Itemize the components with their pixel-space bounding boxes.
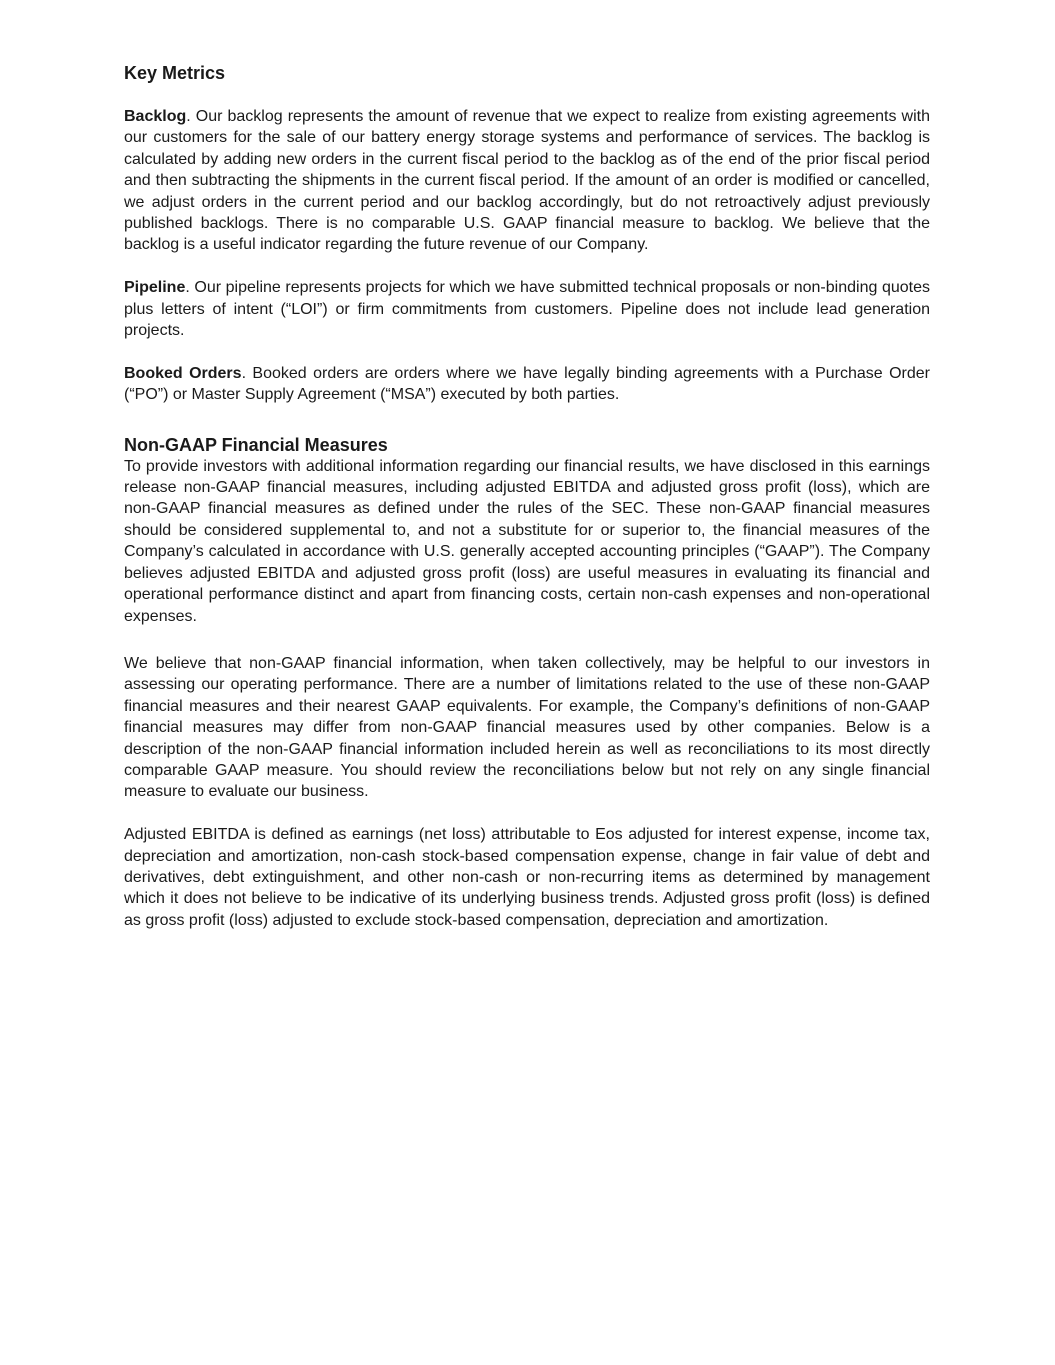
pipeline-term: Pipeline (124, 279, 186, 297)
key-metrics-heading: Key Metrics (124, 63, 226, 83)
pipeline-text: . Our pipeline represents projects for which we have submitted technical proposals or non-binding quotes plus letters of intent (“LOI”) or firm commitments from customers. Pipeline does not include lead generation projects. (124, 279, 930, 340)
backlog-paragraph (124, 106, 930, 256)
document-page (124, 60, 930, 931)
pipeline-paragraph (124, 277, 930, 341)
booked-orders-term: Booked Orders (124, 364, 242, 382)
non-gaap-paragraph-3: Adjusted EBITDA is defined as earnings (net loss) attributable to Eos adjusted for interest expense, income tax, depreciation and amortization, non-cash stock-based compensation expense, change in fair value of debt and derivatives, debt extinguishment, and other non-cash or non-recurring items as determined by management which it does not believe to be indicative of its underlying business trends. Adjusted gross profit (loss) is defined as gross profit (loss) adjusted to exclude stock-based compensation, depreciation and amortization. (124, 826, 930, 929)
non-gaap-paragraph-1: To provide investors with additional information regarding our financial results, we have disclosed in this earnings release non-GAAP financial measures, including adjusted EBITDA and adjusted gross profit (loss), which are non-GAAP financial measures as defined under the rules of the SEC. These non-GAAP financial measures should be considered supplemental to, and not a substitute for or superior to, the financial measures of the Company’s calculated in accordance with U.S. generally accepted accounting principles (“GAAP”). The Company believes adjusted EBITDA and adjusted gross profit (loss) are useful measures in evaluating its financial and operational performance distinct and apart from financing costs, certain non-cash expenses and non-operational expenses. (124, 457, 930, 625)
backlog-text: . Our backlog represents the amount of revenue that we expect to realize from existing agreements with our customers for the sale of our battery energy storage systems and performance of services. The backlog is calculated by adding new orders in the current fiscal period to the backlog as of the end of the prior fiscal period and then subtracting the shipments in the current fiscal period. If the amount of an order is modified or cancelled, we adjust orders in the current period and our backlog accordingly, but do not retroactively adjust previously published backlogs. There is no comparable U.S. GAAP financial measure to backlog. We believe that the backlog is a useful indicator regarding the future revenue of our Company. (124, 108, 930, 254)
booked-orders-text: . Booked orders are orders where we have legally binding agreements with a Purchase Order (“PO”) or Master Supply Agreement (“MSA”) executed by both parties. (124, 364, 930, 404)
non-gaap-heading: Non-GAAP Financial Measures (124, 434, 388, 455)
backlog-term: Backlog (124, 108, 187, 125)
booked-orders-paragraph (124, 363, 930, 406)
non-gaap-paragraph-2: We believe that non-GAAP financial information, when taken collectively, may be helpful to our investors in assessing our operating performance. There are a number of limitations related to the use of these non-GAAP financial measures and their nearest GAAP equivalents. For example, the Company’s definitions of non-GAAP financial measures may differ from non-GAAP financial measures used by other companies. Below is a description of the non-GAAP financial information included herein as well as reconciliations to its most directly comparable GAAP measure. You should review the reconciliations below but not rely on any single financial measure to evaluate our business. (124, 654, 930, 801)
